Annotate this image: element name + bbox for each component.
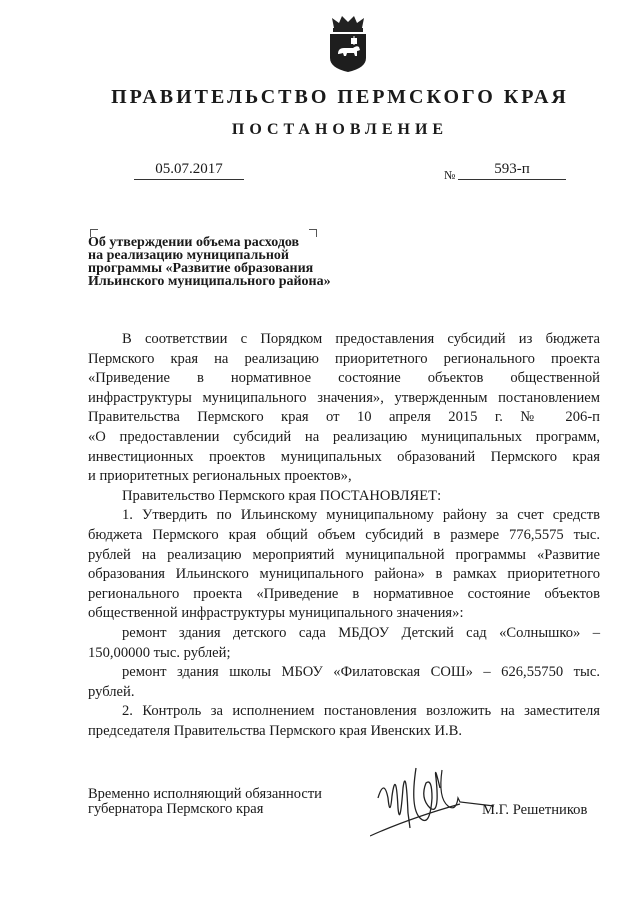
document-body	[88, 330, 600, 741]
body-line: инфраструктуры муниципального значения», утвержденным постановлением	[88, 389, 600, 406]
handwritten-signature	[370, 758, 495, 843]
number-sign: №	[444, 168, 456, 182]
body-line: 1. Утвердить по Ильинскому муниципальному району за счет средств	[122, 507, 600, 524]
body-line: В соответствии с Порядком предоставления субсидий из бюджета	[122, 331, 600, 347]
body-line: инвестиционных проектов муниципальных образований Пермского края	[88, 448, 600, 465]
body-line: общественной инфраструктуры муниципального значения»:	[88, 605, 464, 622]
subject-line: программы «Развитие образования	[88, 261, 314, 276]
perm-krai-coat-of-arms-icon	[326, 14, 370, 74]
body-line: регионального проекта «Приведение в нормативное состояние объектов	[88, 585, 600, 602]
body-line: 2. Контроль за исполнением постановления возложить на заместителя	[122, 703, 600, 720]
body-line: рублей.	[88, 683, 135, 700]
body-line: и приоритетных региональных проектов»,	[88, 468, 352, 485]
document-type-title: ПОСТАНОВЛЕНИЕ	[231, 121, 449, 138]
document-number: 593-п	[458, 161, 566, 180]
signatory-position-line: Временно исполняющий обязанности	[88, 786, 322, 802]
body-line: образования Ильинского муниципального района» в рамках приоритетного	[88, 566, 600, 583]
subject-line: на реализацию муниципальной	[88, 248, 289, 263]
subject-line: Ильинского муниципального района»	[88, 274, 331, 289]
signatory-position	[88, 787, 322, 817]
body-line: бюджета Пермского края общий объем субсидий в размере 776,5575 тыс.	[88, 526, 600, 543]
government-title: ПРАВИТЕЛЬСТВО ПЕРМСКОГО КРАЯ	[111, 86, 569, 108]
body-line: Пермского края на реализацию приоритетного регионального проекта	[88, 350, 600, 367]
body-line: ремонт здания школы МБОУ «Филатовская СОШ» – 626,55750 тыс.	[122, 664, 600, 681]
body-line: председателя Правительства Пермского края Ивенских И.В.	[88, 722, 463, 739]
signatory-name: М.Г. Решетников	[482, 802, 588, 818]
signatory-position-line: губернатора Пермского края	[88, 801, 264, 817]
body-line: 150,00000 тыс. рублей;	[88, 644, 231, 661]
body-line: Правительства Пермского края от 10 апреля 2015 г. № 206-п	[88, 409, 600, 426]
document-date: 05.07.2017	[134, 161, 244, 180]
body-line: Правительство Пермского края ПОСТАНОВЛЯЕТ:	[122, 487, 442, 504]
body-line: ремонт здания детского сада МБДОУ Детский сад «Солнышко» –	[122, 624, 600, 641]
body-line: «О предоставлении субсидий на реализацию муниципальных программ,	[88, 428, 600, 445]
document-subject	[88, 236, 368, 288]
body-line: «Приведение в нормативное состояние объектов общественной	[88, 370, 600, 387]
subject-line: Об утверждении объема расходов	[88, 235, 300, 250]
body-line: рублей на реализацию мероприятий муниципальной программы «Развитие	[88, 546, 600, 563]
